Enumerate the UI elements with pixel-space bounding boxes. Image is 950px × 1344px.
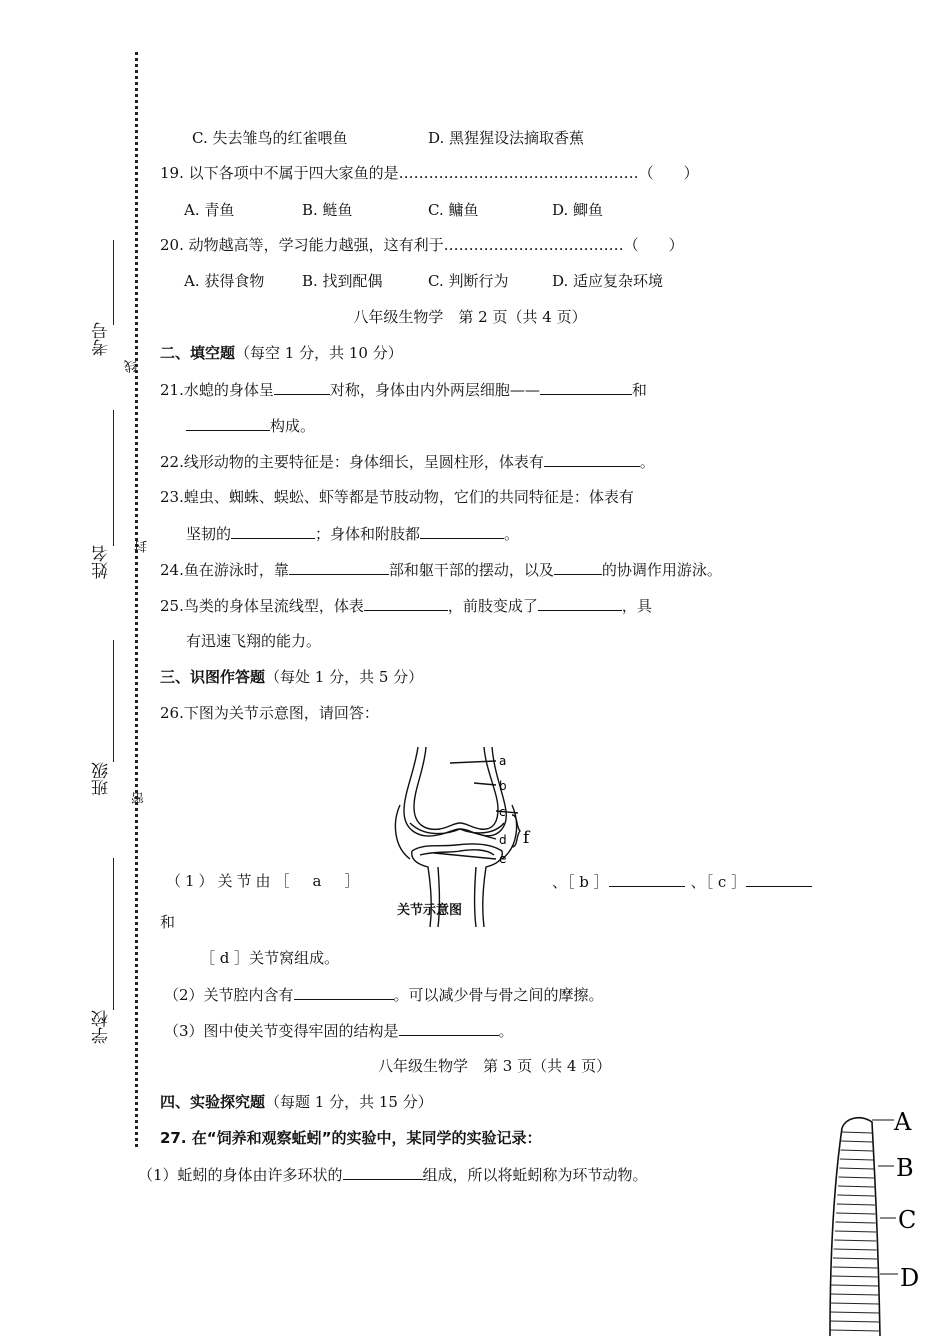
seal-text-xian: 线	[125, 360, 140, 373]
q25-blank-1[interactable]	[364, 595, 448, 611]
q22-blank-1[interactable]	[544, 451, 640, 467]
q25-text: 25.鸟类的身体呈流线型，体表	[160, 597, 364, 615]
worm-segment-ring	[830, 1312, 879, 1313]
q19-option-b: B. 鲢鱼	[302, 201, 353, 219]
q26-stem: 26.下图为关节示意图，请回答：	[160, 704, 379, 722]
q26-blank-c[interactable]	[746, 871, 812, 887]
section-4-title: 四、实验探究题	[160, 1093, 266, 1111]
earthworm-figure	[820, 1104, 930, 1340]
worm-segment-ring	[830, 1321, 879, 1322]
worm-segment-ring	[831, 1294, 879, 1295]
q24-text: 24.鱼在游泳时，靠	[160, 561, 289, 579]
worm-label-b: B	[896, 1154, 914, 1182]
worm-segment-ring	[836, 1213, 875, 1214]
q18-option-d: D. 黑猩猩设法摘取香蕉	[428, 129, 585, 147]
worm-label-d: D	[900, 1264, 920, 1292]
binding-dotted-line	[135, 52, 138, 1147]
q27-text: 组成，所以将蚯蚓称为环节动物。	[422, 1166, 648, 1184]
worm-segment-ring	[830, 1303, 879, 1304]
q21-text: 构成。	[270, 417, 316, 435]
q23-text: ；身体和附肢都	[315, 525, 421, 543]
q26-s3	[164, 1020, 514, 1041]
q22-text: 。	[639, 453, 655, 471]
margin-line-xingming	[113, 410, 114, 546]
q27-s1	[138, 1164, 648, 1185]
section-4-note: （每题 1 分，共 15 分）	[265, 1093, 433, 1111]
q26-text: 。	[498, 1022, 514, 1040]
margin-line-kaohao	[113, 240, 114, 325]
q26-text: （2）关节腔内含有	[164, 986, 294, 1004]
q20-option-a: A. 获得食物	[184, 272, 265, 290]
section-3-note: （每处 1 分，共 5 分）	[265, 668, 424, 686]
worm-segment-ring	[831, 1285, 878, 1286]
section-2-title: 二、填空题	[160, 344, 236, 362]
page-footer-3: 八年级生物学 第 3 页（共 4 页）	[378, 1057, 612, 1075]
q23-text: 。	[504, 525, 520, 543]
worm-segment-ring	[832, 1267, 877, 1268]
section-3-title: 三、识图作答题	[160, 668, 266, 686]
q26-text: （3）图中使关节变得牢固的结构是	[164, 1022, 399, 1040]
worm-label-c: C	[898, 1206, 917, 1234]
margin-line-banji	[113, 640, 114, 762]
q23-line1: 23.蝗虫、蜘蛛、蜈蚣、虾等都是节肢动物，它们的共同特征是：体表有	[160, 488, 634, 506]
q19-option-c: C. 鳙鱼	[428, 201, 479, 219]
q21-text: 对称，身体由内外两层细胞——	[329, 381, 540, 399]
q24-text: 的协调作用游泳。	[601, 561, 722, 579]
q26-s1-end: ［ d ］关节窝组成。	[200, 949, 340, 967]
q24-text: 部和躯干部的摆动，以及	[388, 561, 554, 579]
q25-text: ，具	[621, 597, 652, 615]
worm-segment-ring	[839, 1168, 873, 1169]
margin-label-xingming: 姓名	[92, 545, 112, 579]
q25-blank-2[interactable]	[538, 595, 622, 611]
q21-blank-3[interactable]	[186, 415, 270, 431]
joint-label-d: d	[499, 833, 507, 847]
joint-label-e: e	[499, 852, 507, 866]
q24-blank-1[interactable]	[289, 559, 389, 575]
q24-blank-2[interactable]	[554, 559, 602, 575]
q26-text: 。可以减少骨与骨之间的摩擦。	[393, 986, 604, 1004]
q25-line2: 有迅速飞翔的能力。	[186, 632, 322, 650]
q19-option-a: A. 青鱼	[184, 201, 235, 219]
seal-text-mi: 密	[132, 792, 147, 805]
q27-blank-1[interactable]	[343, 1164, 423, 1180]
section-2-heading	[160, 343, 403, 363]
q21-text: 21.水螅的身体呈	[160, 381, 274, 399]
q22-line	[160, 451, 655, 472]
q26-blank-s3[interactable]	[399, 1020, 499, 1036]
q20-option-c: C. 判断行为	[428, 272, 509, 290]
worm-segment-ring	[839, 1177, 874, 1178]
q23-blank-2[interactable]	[420, 523, 504, 539]
worm-segment-ring	[842, 1132, 872, 1133]
section-3-heading	[160, 667, 423, 687]
q20-option-b: B. 找到配偶	[302, 272, 383, 290]
worm-segment-ring	[835, 1231, 876, 1232]
q19-stem: 19. 以下各项中不属于四大家鱼的是…………………………………………（ ）	[160, 164, 699, 182]
worm-segment-ring	[837, 1195, 874, 1196]
q21-blank-1[interactable]	[274, 379, 330, 395]
q26-blank-b[interactable]	[609, 871, 685, 887]
worm-label-a: A	[894, 1108, 912, 1136]
q21-line1	[160, 379, 647, 400]
q26-s2	[164, 984, 604, 1005]
worm-segment-ring	[835, 1222, 875, 1223]
q27-text: （1）蚯蚓的身体由许多环状的	[138, 1166, 343, 1184]
q27-stem: 27. 在“饲养和观察蚯蚓”的实验中，某同学的实验记录：	[160, 1129, 542, 1147]
margin-label-banji: 班级	[92, 762, 112, 796]
q20-stem: 20. 动物越高等，学习能力越强，这有利于………………………………（ ）	[160, 236, 684, 254]
joint-diagram-title: 关节示意图	[397, 903, 463, 918]
q25-text: ，前肢变成了	[447, 597, 538, 615]
q23-blank-1[interactable]	[231, 523, 315, 539]
joint-label-b: b	[499, 779, 507, 793]
worm-segment-ring	[832, 1276, 878, 1277]
q21-line2	[186, 415, 315, 436]
q23-line2	[186, 523, 519, 544]
page-footer-2: 八年级生物学 第 2 页（共 4 页）	[353, 308, 587, 326]
margin-label-xuexiao: 学校	[92, 1010, 112, 1044]
q26-text: 、［ b ］	[552, 873, 609, 891]
margin-label-kaohao: 考号	[92, 322, 112, 356]
q18-option-c: C. 失去雏鸟的红雀喂鱼	[192, 129, 348, 147]
joint-label-f: f	[523, 828, 530, 848]
q20-option-d: D. 适应复杂环境	[552, 272, 664, 290]
q19-option-d: D. 鲫鱼	[552, 201, 604, 219]
worm-segment-ring	[834, 1240, 876, 1241]
q24-line	[160, 559, 722, 580]
worm-segment-ring	[830, 1330, 880, 1331]
worm-segment-ring	[840, 1159, 873, 1160]
joint-label-a: a	[499, 754, 507, 768]
worm-segment-ring	[834, 1249, 877, 1250]
worm-segment-ring	[840, 1150, 872, 1151]
seal-text-feng: 封	[135, 540, 150, 553]
q26-s1-start: （1）关节由［ a ］	[166, 872, 364, 890]
section-4-heading	[160, 1092, 433, 1112]
q26-s1-and: 和	[160, 913, 176, 931]
joint-label-c: c	[499, 805, 506, 819]
worm-segment-ring	[837, 1204, 875, 1205]
q26-s1-rest	[552, 871, 812, 892]
q26-blank-s2[interactable]	[294, 984, 394, 1000]
q23-text: 坚韧的	[186, 525, 232, 543]
worm-segment-ring	[838, 1186, 874, 1187]
q21-text: 和	[631, 381, 647, 399]
q21-blank-2[interactable]	[540, 379, 632, 395]
q26-text: 、［ c ］	[690, 873, 747, 891]
section-2-note: （每空 1 分，共 10 分）	[235, 344, 403, 362]
q25-line1	[160, 595, 652, 616]
margin-line-xuexiao	[113, 858, 114, 1010]
q22-text: 22.线形动物的主要特征是：身体细长，呈圆柱形，体表有	[160, 453, 544, 471]
worm-segment-ring	[841, 1141, 872, 1142]
worm-segment-ring	[833, 1258, 877, 1259]
